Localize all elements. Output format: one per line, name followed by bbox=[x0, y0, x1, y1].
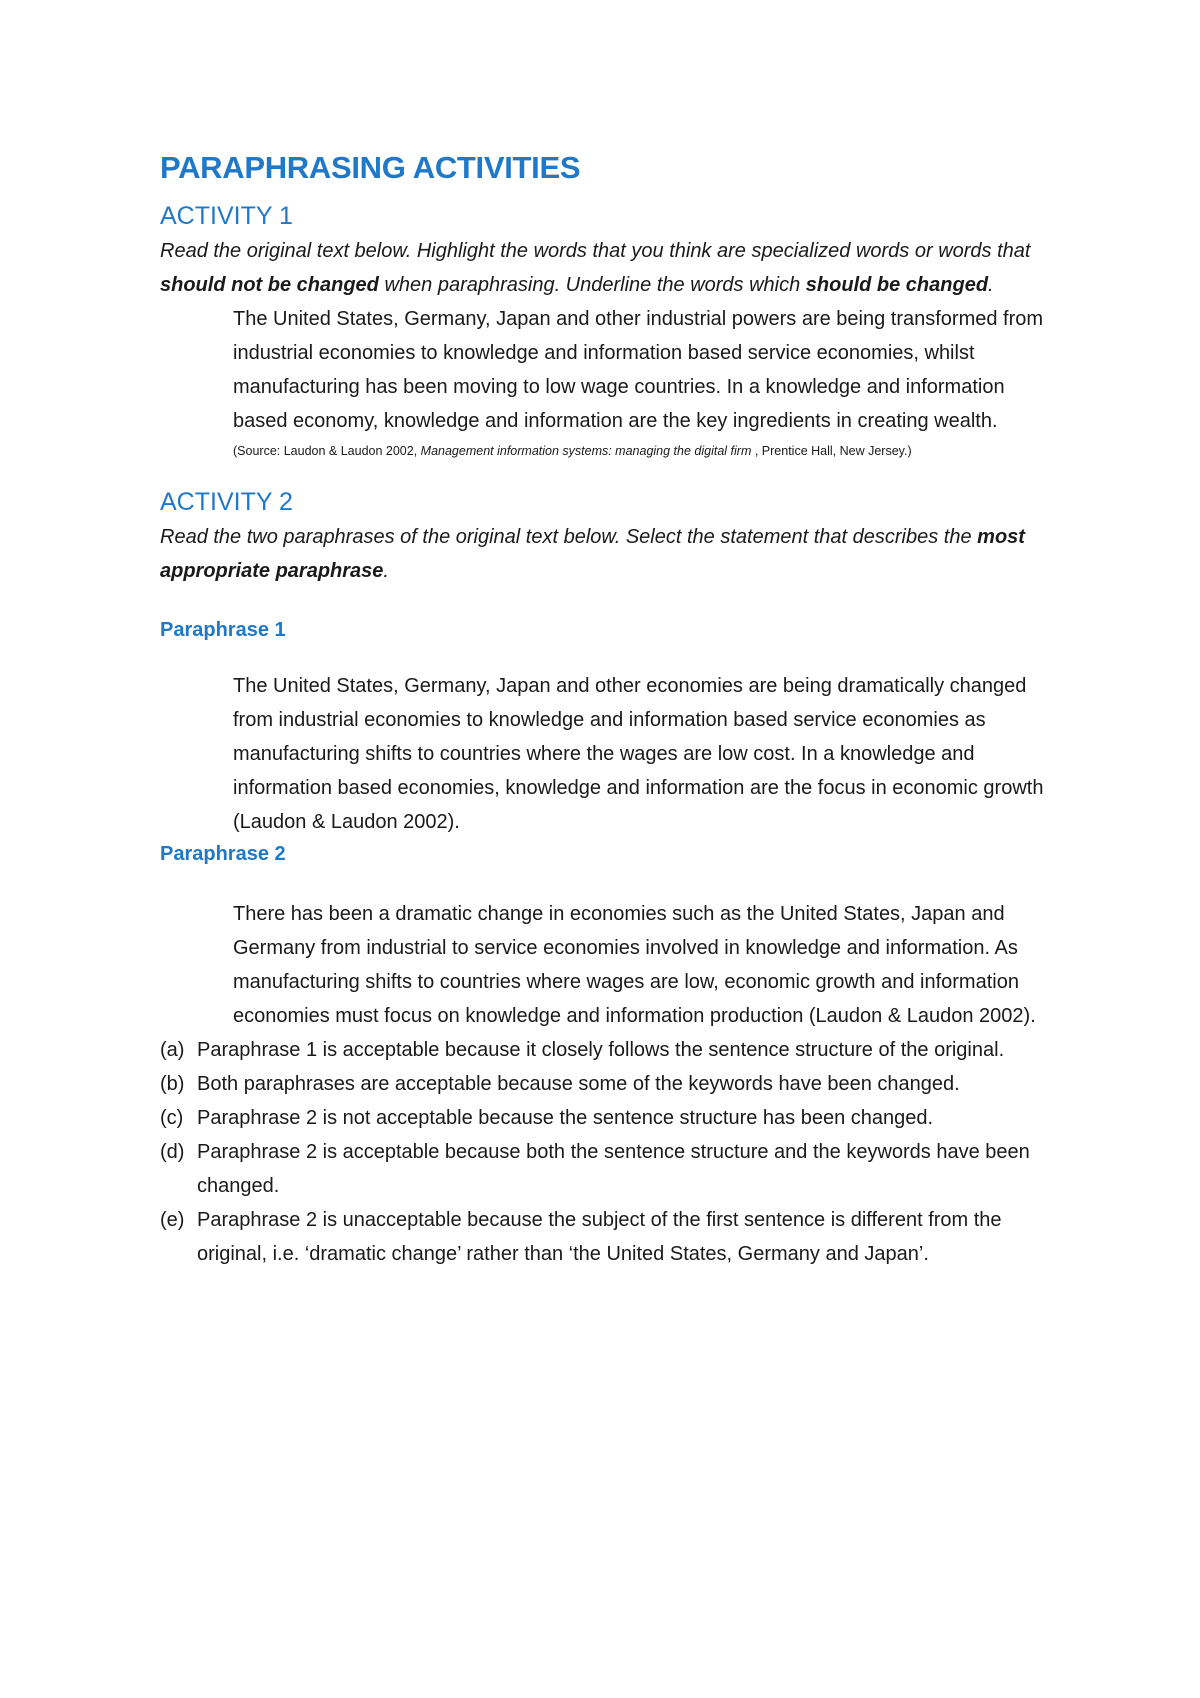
option-text: Paraphrase 2 is unacceptable because the subject of the first sentence is different from the original, i.e. ‘dramatic change’ rather than ‘the United States, Germany and Japan’. bbox=[197, 1209, 1002, 1265]
source-citation bbox=[233, 440, 1060, 462]
page-title: PARAPHRASING ACTIVITIES bbox=[160, 150, 581, 185]
option-letter: (b) bbox=[160, 1073, 185, 1095]
option-letter: (a) bbox=[160, 1039, 185, 1061]
option-d bbox=[160, 1135, 1047, 1203]
option-a bbox=[160, 1033, 1047, 1067]
option-b bbox=[160, 1067, 1047, 1101]
option-letter: (d) bbox=[160, 1141, 185, 1163]
paraphrase-2-heading: Paraphrase 2 bbox=[160, 843, 286, 865]
instruction-bold: most appropriate paraphrase bbox=[160, 526, 1025, 582]
option-e bbox=[160, 1203, 1047, 1271]
instruction-bold: should not be changed bbox=[160, 274, 379, 296]
instruction-text: Read the original text below. Highlight the words that you think are specialized words or words that bbox=[160, 240, 1031, 262]
paraphrase-1-text: The United States, Germany, Japan and other economies are being dramatically changed from industrial economies to knowledge and information based service economies as manufacturing shifts to countries where the wages are low cost. In a knowledge and information based economies, knowledge and information are the focus in economic growth (Laudon & Laudon 2002). bbox=[233, 675, 1044, 833]
option-c bbox=[160, 1101, 1047, 1135]
activity-1-instruction bbox=[160, 234, 1040, 302]
option-text: Paraphrase 2 is not acceptable because the sentence structure has been changed. bbox=[197, 1107, 934, 1129]
instruction-bold: should be changed bbox=[805, 274, 989, 296]
instruction-text: . bbox=[383, 560, 389, 582]
document-page bbox=[160, 148, 1060, 1271]
paraphrase-1-heading: Paraphrase 1 bbox=[160, 619, 286, 641]
activity-2-heading: ACTIVITY 2 bbox=[160, 488, 293, 516]
option-letter: (e) bbox=[160, 1209, 185, 1231]
source-prefix: (Source: Laudon & Laudon 2002, bbox=[233, 444, 421, 458]
activity-1-heading: ACTIVITY 1 bbox=[160, 202, 293, 230]
source-suffix: , Prentice Hall, New Jersey.) bbox=[751, 444, 912, 458]
option-text: Paraphrase 2 is acceptable because both the sentence structure and the keywords have been changed. bbox=[197, 1141, 1030, 1197]
answer-options bbox=[160, 1033, 1060, 1271]
original-text: The United States, Germany, Japan and other industrial powers are being transformed from industrial economies to knowledge and information based service economies, whilst manufacturing has been moving to low wage countries. In a knowledge and information based economy, knowledge and information are the key ingredients in creating wealth. bbox=[233, 308, 1044, 432]
instruction-text: when paraphrasing. Underline the words which bbox=[378, 274, 806, 296]
instruction-text: . bbox=[988, 274, 994, 296]
option-text: Both paraphrases are acceptable because some of the keywords have been changed. bbox=[197, 1073, 960, 1095]
option-text: Paraphrase 1 is acceptable because it closely follows the sentence structure of the original. bbox=[197, 1039, 1005, 1061]
paraphrase-2-text: There has been a dramatic change in economies such as the United States, Japan and Germany from industrial to service economies involved in knowledge and information. As manufacturing shifts to countries where wages are low, economic growth and information economies must focus on knowledge and information production (Laudon & Laudon 2002). bbox=[233, 903, 1036, 1027]
source-title: Management information systems: managing the digital firm bbox=[420, 444, 752, 458]
option-letter: (c) bbox=[160, 1107, 184, 1129]
instruction-text: Read the two paraphrases of the original text below. Select the statement that describes the bbox=[160, 526, 978, 548]
activity-2-instruction bbox=[160, 520, 1040, 588]
